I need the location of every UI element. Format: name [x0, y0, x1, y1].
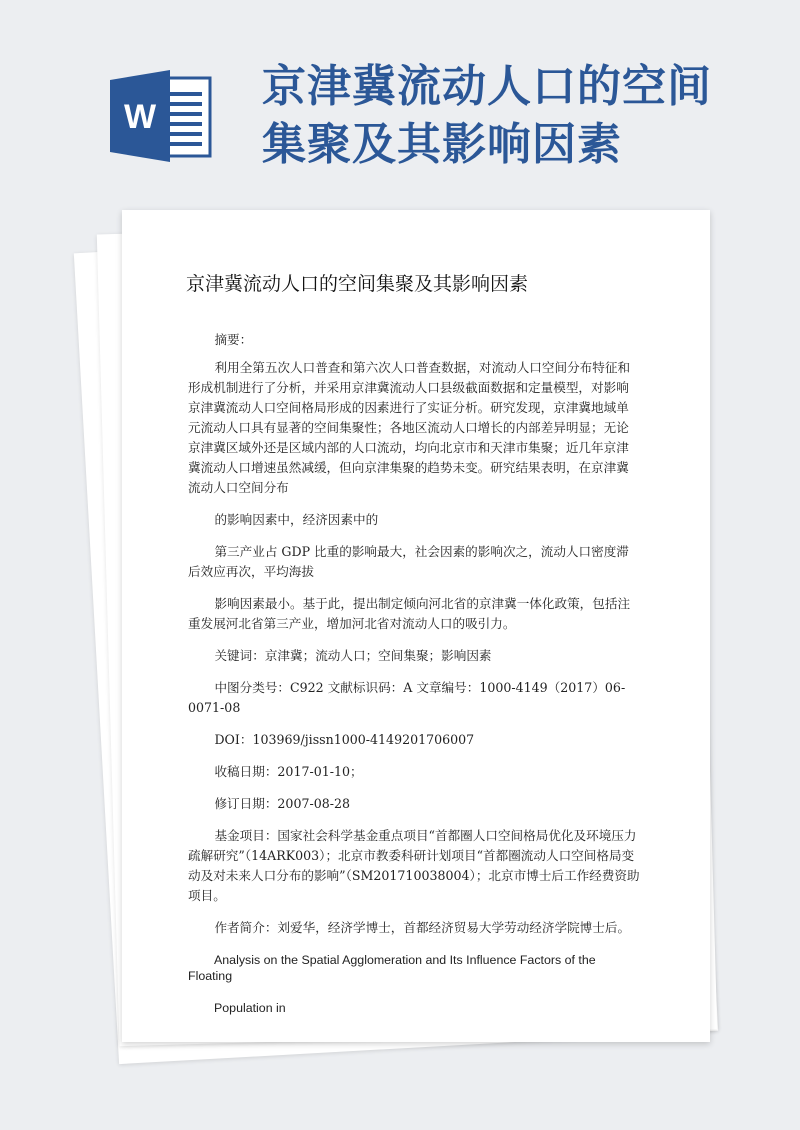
- document-title: 京津冀流动人口的空间集聚及其影响因素: [186, 273, 529, 295]
- abstract-paragraph-3: 第三产业占 GDP 比重的影响最大，社会因素的影响次之，流动人口密度滞后效应再次，平均海拔: [188, 544, 629, 579]
- keywords: 关键词：京津冀；流动人口；空间集聚；影响因素: [214, 648, 492, 663]
- english-title-continued: Population in: [214, 1001, 286, 1015]
- banner-title-line1: 京津冀流动人口的空间: [262, 61, 712, 112]
- abstract-paragraph-4: 影响因素最小。基于此，提出制定倾向河北省的京津冀一体化政策，包括注重发展河北省第三产业，增加河北省对流动人口的吸引力。: [188, 596, 631, 631]
- revised-date: 修订日期：2007-08-28: [214, 796, 351, 811]
- funding-info: 基金项目：国家社会科学基金重点项目“首都圈人口空间格局优化及环境压力疏解研究”（14ARK003）；北京市教委科研计划项目“首都圈流动人口空间格局变动及对未来人口分布的影响”（SM201710038004）；北京市博士后工作经费资助项目。: [188, 828, 640, 903]
- abstract-label: 摘要：: [214, 332, 253, 347]
- abstract-paragraph-1: 利用全第五次人口普查和第六次人口普查数据，对流动人口空间分布特征和形成机制进行了分析，并采用京津冀流动人口县级截面数据和定量模型，对影响京津冀流动人口空间格局形成的因素进行了实证分析。研究发现，京津冀地域单元流动人口具有显著的空间集聚性；各地区流动人口增长的内部差异明显；无论京津冀区域外还是区域内部的人口流动，均向北京市和天津市集聚；近几年京津冀流动人口增速虽然减缓，但向京津集聚的趋势未变。研究结果表明，在京津冀流动人口空间分布: [188, 360, 631, 495]
- banner-title-line2: 集聚及其影响因素: [262, 119, 622, 170]
- abstract-paragraph-2: 的影响因素中，经济因素中的: [214, 512, 379, 527]
- document-body: [188, 270, 640, 1016]
- banner-title: [262, 58, 782, 174]
- english-title: Analysis on the Spatial Agglomeration and Its Influence Factors of the Floating: [188, 953, 596, 983]
- received-date: 收稿日期：2017-01-10；: [214, 764, 363, 779]
- doi: DOI：103969/jissn1000-4149201706007: [214, 732, 475, 747]
- classification-info: 中图分类号：C922 文献标识码：A 文章编号：1000-4149（2017）06-0071-08: [188, 680, 626, 715]
- author-bio: 作者简介：刘爱华，经济学博士，首都经济贸易大学劳动经济学院博士后。: [214, 920, 631, 935]
- word-document-icon: [110, 70, 214, 162]
- svg-text:W: W: [123, 98, 157, 136]
